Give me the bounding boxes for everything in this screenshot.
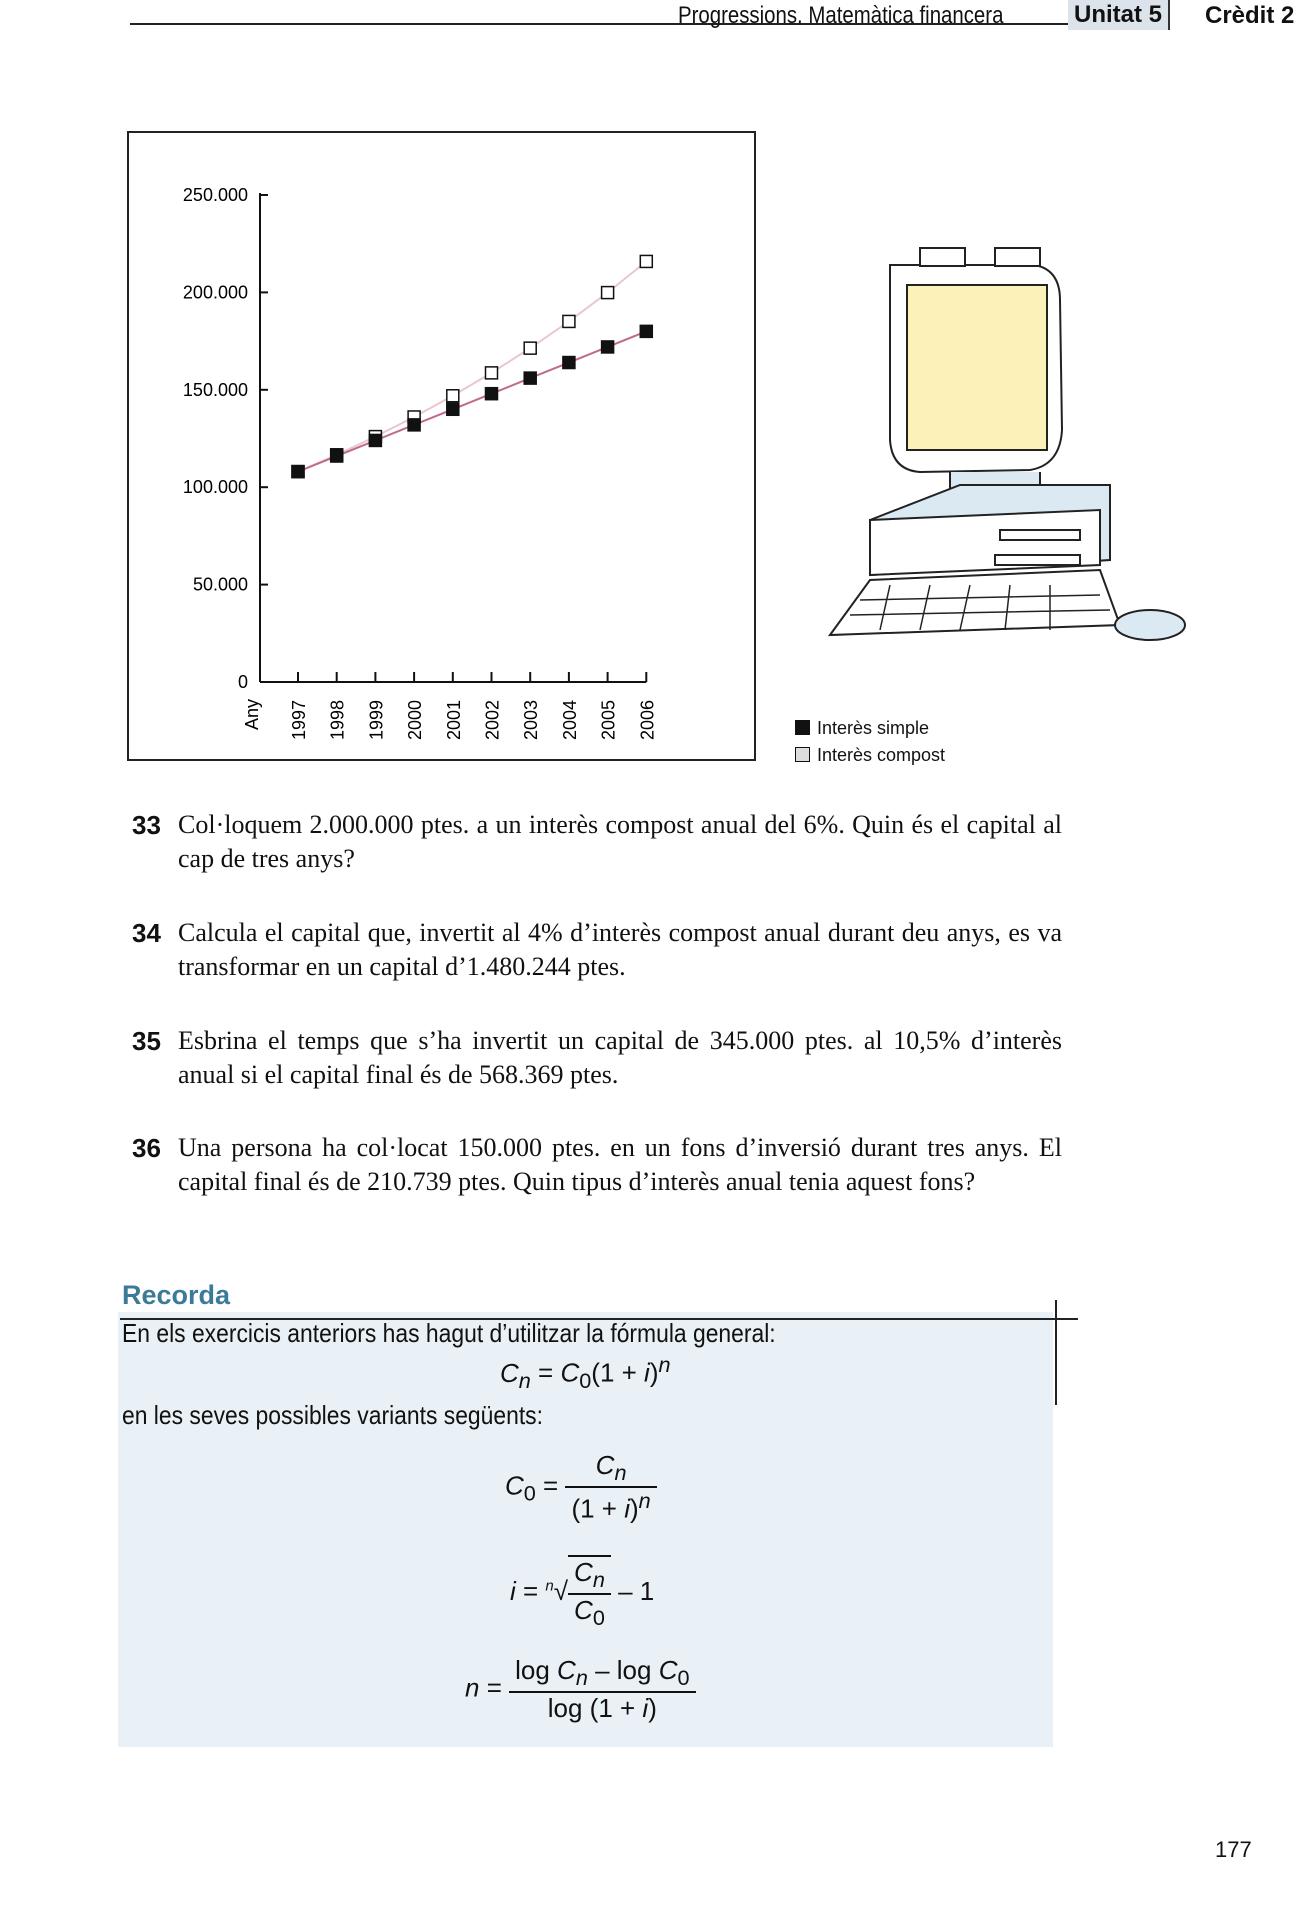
y-tick-label: 250.000 (182, 185, 248, 205)
point-simple (369, 434, 381, 446)
page-number: 177 (1215, 1837, 1252, 1862)
recorda-intro: En els exercicis anteriors has hagut d’utilitzar la fórmula general: (122, 1318, 776, 1348)
interest-chart (129, 133, 758, 763)
point-compound (524, 342, 536, 354)
point-compound (602, 287, 614, 299)
x-tick-label: 1997 (289, 699, 309, 740)
y-tick-label: 150.000 (182, 379, 248, 400)
exercise-number: 34 (132, 918, 161, 948)
point-simple (331, 450, 343, 462)
formula-c0: $C_0$ = $\frac{C_n}{(1 + i)^n}$ (505, 1450, 657, 1525)
series-line (298, 261, 646, 471)
y-tick-label: 100.000 (182, 477, 248, 498)
x-tick-label: 2000 (405, 699, 426, 740)
legend-label: Interès compost (817, 745, 946, 765)
x-tick-label: 2004 (559, 699, 580, 740)
header-credit: Crèdit 2 (1205, 2, 1295, 29)
chart-frame (127, 131, 756, 761)
exercise-text: Calcula el capital que, invertit al 4% d’interès compost anual durant deu anys, es va transformar en un capital d’1.480.244 ptes. (178, 918, 1062, 981)
exercise-35 (132, 1024, 1062, 1092)
exercise-number: 33 (132, 810, 161, 840)
exercise-text: Una persona ha col·locat 150.000 ptes. en un fons d’inversió durant tres anys. El capital final és de 210.739 ptes. Quin tipus d’interès anual tenia aquest fons? (178, 1133, 1062, 1196)
exercise-number: 35 (132, 1026, 161, 1056)
exercise-text: Col·loquem 2.000.000 ptes. a un interès compost anual del 6%. Quin és el capital al cap de tres anys? (178, 810, 1062, 873)
legend-swatch-hollow (795, 747, 810, 762)
point-compound (486, 367, 498, 379)
point-compound (563, 315, 575, 327)
legend-swatch-filled (795, 720, 810, 735)
y-tick-label: 200.000 (182, 282, 248, 303)
exercise-36 (132, 1131, 1062, 1199)
legend-item-simple (795, 718, 929, 739)
point-compound (640, 255, 652, 267)
point-simple (602, 341, 614, 353)
point-simple (563, 357, 575, 369)
x-tick-label: 2005 (598, 699, 619, 740)
exercise-33 (132, 808, 1062, 876)
point-simple (524, 372, 536, 384)
point-simple (447, 403, 459, 415)
exercise-text: Esbrina el temps que s’ha invertit un capital de 345.000 ptes. al 10,5% d’interès anual si el capital final és de 568.369 ptes. (178, 1026, 1062, 1089)
legend-label: Interès simple (817, 718, 930, 738)
exercise-number: 36 (132, 1133, 161, 1163)
x-axis-label: Any (242, 698, 262, 730)
x-tick-label: 2001 (443, 699, 464, 740)
x-tick-label: 1998 (327, 699, 348, 740)
y-tick-label: 50.000 (192, 574, 248, 595)
x-tick-label: 2002 (482, 699, 503, 740)
point-simple (292, 466, 304, 478)
header-title: Progressions. Matemàtica financera (678, 2, 1004, 29)
legend-item-compound (795, 745, 945, 766)
x-tick-label: 2003 (521, 699, 542, 740)
recorda-variants: en les seves possibles variants següents: (122, 1400, 543, 1430)
point-simple (486, 388, 498, 400)
formula-general: $C_n = C_0(1 + i)^n$ (500, 1352, 671, 1393)
series-line (298, 331, 646, 471)
formula-n: n = $\frac{\log C_n - \log C_0}{\log (1 + i)}$ (465, 1655, 696, 1724)
x-tick-label: 2006 (637, 699, 658, 740)
recorda-vertical-rule (1055, 1300, 1057, 1405)
computer-illustration (810, 240, 1240, 660)
point-simple (408, 419, 420, 431)
exercise-34 (132, 916, 1062, 984)
formula-i: i = $^n$√ $\frac{C_n}{C_0}$ – 1 (510, 1557, 655, 1631)
recorda-title: Recorda (122, 1280, 231, 1310)
x-tick-label: 1999 (366, 699, 387, 740)
point-compound (447, 390, 459, 402)
header-unit: Unitat 5 (1068, 0, 1170, 30)
y-tick-label: 0 (237, 672, 248, 692)
point-simple (640, 325, 652, 337)
